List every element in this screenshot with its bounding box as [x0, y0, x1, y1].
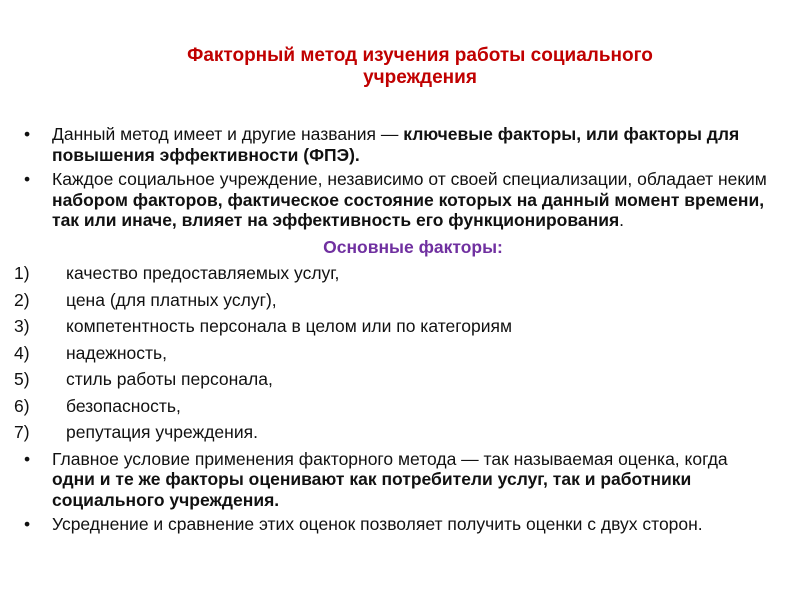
factor-item	[14, 343, 774, 370]
bullet-text-bold: ключевые факторы, или факторы для повышения эффективности (ФПЭ).	[52, 124, 740, 165]
factor-number: 3)	[14, 316, 30, 336]
factor-number: 2)	[14, 289, 30, 310]
bullet-text: Данный метод имеет и другие названия —	[52, 124, 404, 144]
bullet-text: Каждое социальное учреждение, независимо от своей специализации, обладает неким	[52, 169, 767, 189]
factor-text: цена (для платных услуг),	[66, 289, 277, 310]
factor-text: надежность,	[66, 342, 167, 363]
slide-content	[14, 124, 774, 539]
bullet-text-end: .	[619, 210, 625, 230]
factor-item	[14, 396, 774, 423]
bullet-marker: •	[24, 514, 31, 534]
bullet-factor-set	[14, 169, 774, 231]
slide-title-line-1: Факторный метод изучения работы социального	[187, 45, 653, 66]
factor-number: 4)	[14, 342, 30, 363]
slide-title	[70, 45, 770, 89]
factors-heading: Основные факторы:	[323, 236, 503, 257]
bullet-text-bold: одни и те же факторы оценивают как потребители услуг, так и работники социального учреждения.	[52, 469, 692, 510]
factor-item	[14, 263, 774, 290]
factor-text: качество предоставляемых услуг,	[66, 263, 340, 283]
factor-text: стиль работы персонала,	[66, 369, 273, 389]
bullet-text: Главное условие применения факторного метода — так называемая оценка, когда	[52, 448, 728, 469]
factor-item	[14, 316, 774, 343]
bullet-alternative-names	[14, 124, 774, 165]
factors-list	[14, 263, 774, 449]
bullet-marker: •	[24, 124, 31, 144]
factor-text: репутация учреждения.	[66, 422, 258, 442]
bullet-text: Усреднение и сравнение этих оценок позволяет получить оценки с двух сторон.	[52, 514, 703, 534]
bullet-main-condition	[14, 449, 774, 511]
factor-text: безопасность,	[66, 395, 181, 416]
factor-text: компетентность персонала в целом или по категориям	[66, 316, 512, 336]
factor-item	[14, 422, 774, 449]
factor-number: 6)	[14, 395, 30, 416]
bullet-text-bold: набором факторов, фактическое состояние которых на данный момент времени, так или иначе, влияет на эффективность его функционирования	[52, 189, 765, 230]
factor-number: 7)	[14, 422, 30, 442]
slide-title-line-2: учреждения	[363, 67, 477, 88]
bullet-averaging	[14, 514, 774, 535]
factor-number: 1)	[14, 263, 30, 283]
bullet-marker: •	[24, 448, 31, 469]
factor-item	[14, 290, 774, 317]
factor-item	[14, 369, 774, 396]
factor-number: 5)	[14, 369, 30, 389]
bullet-marker: •	[24, 169, 31, 189]
